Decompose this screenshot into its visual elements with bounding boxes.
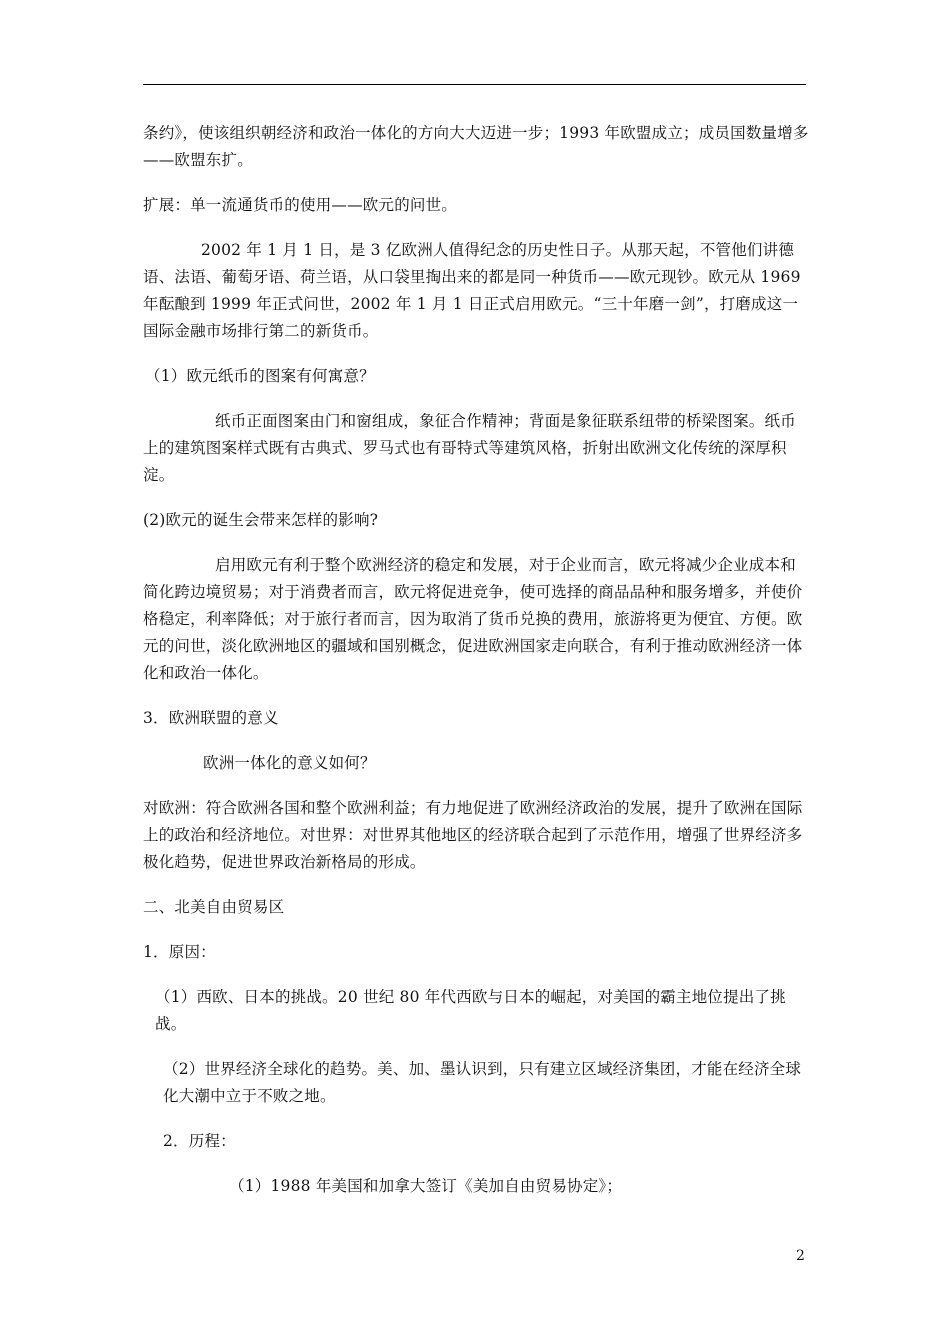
header-rule <box>143 84 806 85</box>
document-body <box>143 120 811 1200</box>
paragraph-euro-extension: 扩展：单一流通货币的使用——欧元的问世。 <box>143 196 458 214</box>
answer-euro-design: 纸币正面图案由门和窗组成，象征合作精神；背面是象征联系纽带的桥梁图案。纸币上的建筑图案样式既有古典式、罗马式也有哥特式等建筑风格，折射出欧洲文化传统的深厚积淀。 <box>143 412 796 484</box>
paragraph-eu-treaty: 条约》，使该组织朝经济和政治一体化的方向大大迈进一步；1993 年欧盟成立；成员国数量增多——欧盟东扩。 <box>143 124 809 169</box>
heading-history: 2．历程： <box>163 1132 236 1150</box>
question-integration-significance: 欧洲一体化的意义如何？ <box>203 754 376 772</box>
answer-euro-impact: 启用欧元有利于整个欧洲经济的稳定和发展，对于企业而言，欧元将减少企业成本和简化跨边境贸易；对于消费者而言，欧元将促进竞争，使可选择的商品品种和服务增多，并使价格稳定，利率降低；对于旅行者而言，因为取消了货币兑换的费用，旅游将更为便宜、方便。欧元的问世，淡化欧洲地区的疆域和国别概念，促进欧洲国家走向联合，有利于推动欧洲经济一体化和政治一体化。 <box>143 556 803 682</box>
heading-reasons: 1．原因： <box>143 943 216 961</box>
question-euro-design: （1）欧元纸币的图案有何寓意？ <box>145 367 375 385</box>
heading-eu-significance: 3．欧洲联盟的意义 <box>143 709 279 727</box>
reason-item-2: （2）世界经济全球化的趋势。美、加、墨认识到，只有建立区域经济集团，才能在经济全球化大潮中立于不败之地。 <box>163 1060 802 1105</box>
history-item-1: （1）1988 年美国和加拿大签订《美加自由贸易协定》； <box>229 1177 623 1195</box>
reason-item-1: （1）西欧、日本的挑战。20 世纪 80 年代西欧与日本的崛起，对美国的霸主地位提出了挑战。 <box>155 988 786 1033</box>
paragraph-euro-history: 2002 年 1 月 1 日，是 3 亿欧洲人值得纪念的历史性日子。从那天起，不管他们讲德语、法语、葡萄牙语、荷兰语，从口袋里掏出来的都是同一种货币——欧元现钞。欧元从 1969 年酝酿到 1999 年正式问世，2002 年 1 月 1 日正式启用欧元。“三十年磨一剑”，打磨成这一国际金融市场排行第二的新货币。 <box>143 241 801 340</box>
question-euro-impact: (2)欧元的诞生会带来怎样的影响? <box>143 511 379 529</box>
section-heading-nafta: 二、北美自由贸易区 <box>143 898 285 916</box>
answer-integration-significance: 对欧洲：符合欧洲各国和整个欧洲利益；有力地促进了欧洲经济政治的发展，提升了欧洲在国际上的政治和经济地位。对世界：对世界其他地区的经济联合起到了示范作用，增强了世界经济多极化趋势，促进世界政治新格局的形成。 <box>143 799 803 871</box>
page-number: 2 <box>796 1248 805 1264</box>
